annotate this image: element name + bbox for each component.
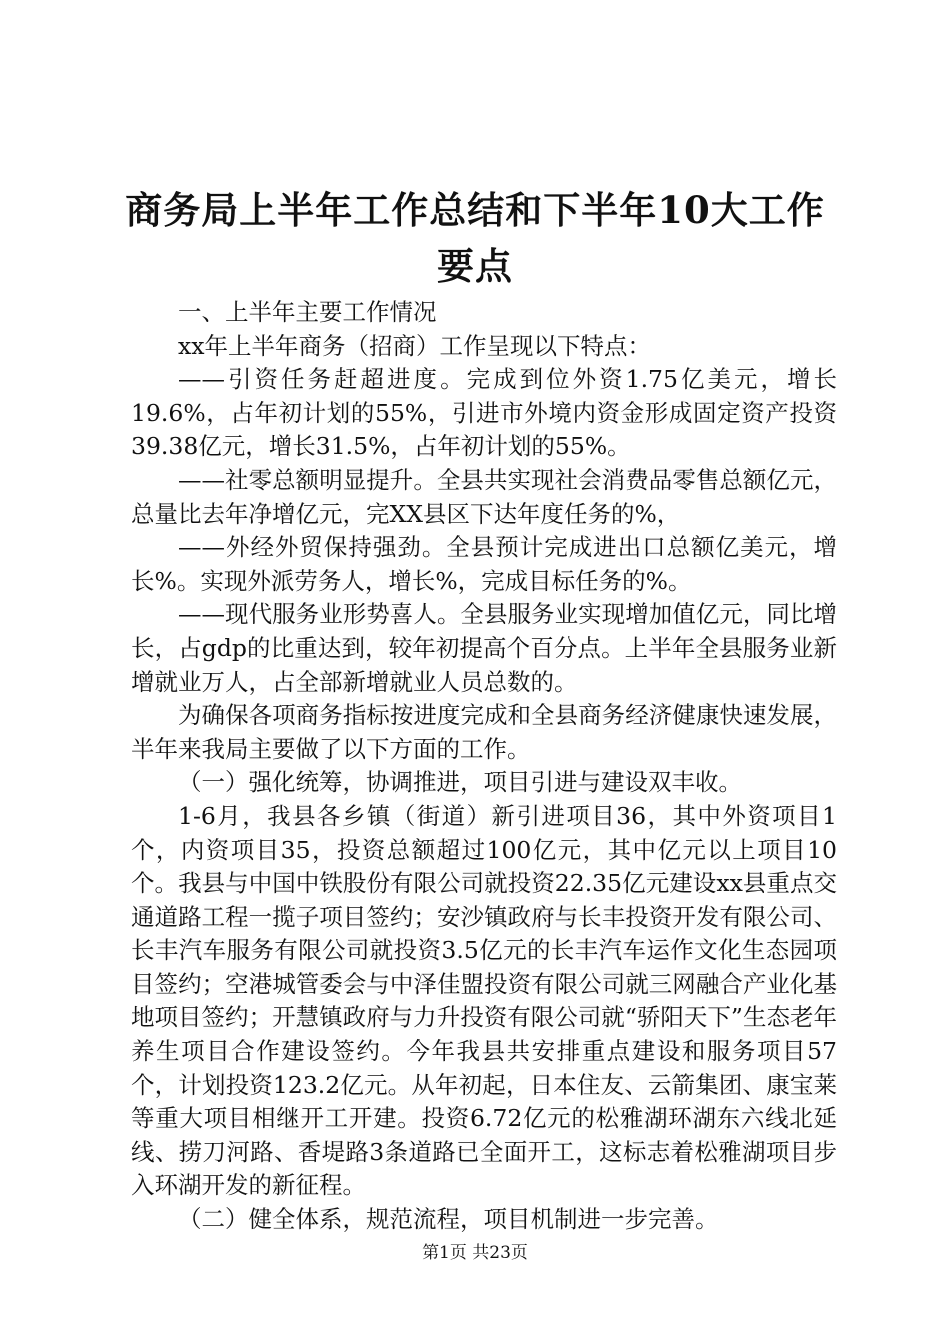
paragraph: xx年上半年商务（招商）工作呈现以下特点：	[178, 331, 652, 360]
paragraph: ——现代服务业形势喜人。全县服务业实现增加值亿元，同比增长，占gdp的比重达到，较年初提高个百分点。上半年全县服务业新增就业万人，占全部新增就业人员总数的。	[131, 600, 837, 696]
paragraph: ——社零总额明显提升。全县共实现社会消费品零售总额亿元，总量比去年净增亿元，完XX县区下达年度任务的%，	[131, 465, 837, 528]
paragraph: ——引资任务赶超进度。完成到位外资1.75亿美元，增长19.6%，占年初计划的55%，引进市外境内资金形成固定资产投资39.38亿元，增长31.5%，占年初计划的55%。	[131, 365, 837, 461]
subsection-heading: （一）强化统筹，协调推进，项目引进与建设双丰收。	[178, 768, 742, 797]
subsection-heading: （二）健全体系，规范流程，项目机制进一步完善。	[178, 1205, 719, 1234]
paragraph: 为确保各项商务指标按进度完成和全县商务经济健康快速发展，半年来我局主要做了以下方面的工作。	[131, 701, 837, 763]
document-title: 商务局上半年工作总结和下半年10大工作要点	[125, 188, 825, 288]
page-footer: 第1页 共23页	[422, 1243, 528, 1263]
paragraph: 1-6月，我县各乡镇（街道）新引进项目36，其中外资项目1个，内资项目35，投资总额超过100亿元，其中亿元以上项目10个。我县与中国中铁股份有限公司就投资22.35亿元建设xx县重点交通道路工程一揽子项目签约；安沙镇政府与长丰投资开发有限公司、长丰汽车服务有限公司就投资3.5亿元的长丰汽车运作文化生态园项目签约；空港城管委会与中泽佳盟投资有限公司就三网融合产业化基地项目签约；开慧镇政府与力升投资有限公司就“骄阳天下”生态老年养生项目合作建设签约。今年我县共安排重点建设和服务项目57个，计划投资123.2亿元。从年初起，日本住友、云箭集团、康宝莱等重大项目相继开工开建。投资6.72亿元的松雅湖环湖东六线北延线、捞刀河路、香堤路3条道路已全面开工，这标志着松雅湖项目步入环湖开发的新征程。	[131, 801, 837, 1200]
paragraph: ——外经外贸保持强劲。全县预计完成进出口总额亿美元，增长%。实现外派劳务人，增长%，完成目标任务的%。	[131, 533, 837, 595]
section-heading: 一、上半年主要工作情况	[178, 298, 437, 326]
document-body	[131, 296, 837, 1237]
